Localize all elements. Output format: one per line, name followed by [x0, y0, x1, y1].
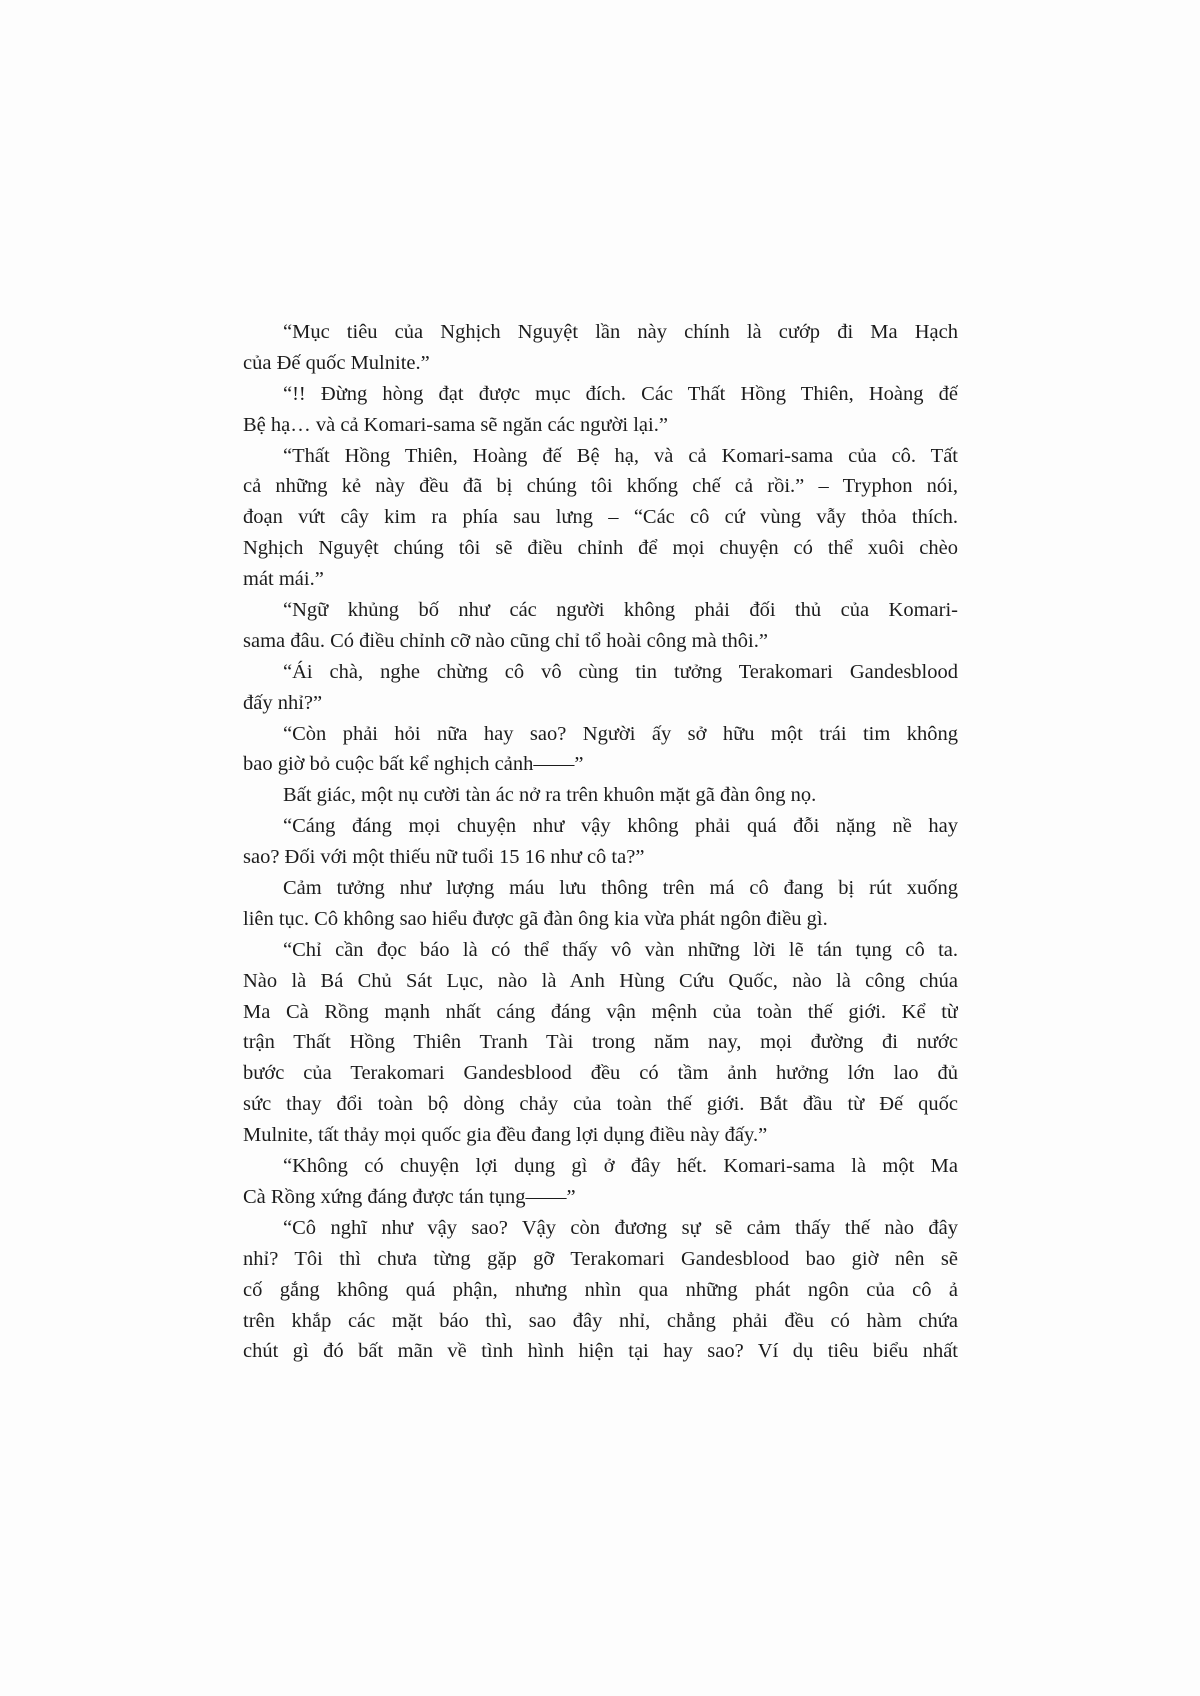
- text-line: Mulnite, tất thảy mọi quốc gia đều đang lợi dụng điều này đấy.”: [243, 1124, 768, 1147]
- text-line: Cà Rồng xứng đáng được tán tụng——”: [243, 1185, 576, 1208]
- text-line: sama đâu. Có điều chỉnh cỡ nào cũng chỉ tổ hoài công mà thôi.”: [243, 629, 768, 652]
- text-line: “Cô nghĩ như vậy sao? Vậy còn đương sự sẽ cảm thấy thế nào đây: [283, 1216, 958, 1239]
- text-line: Nào là Bá Chủ Sát Lục, nào là Anh Hùng Cứu Quốc, nào là công chúa: [243, 969, 958, 992]
- text-line: đoạn vứt cây kim ra phía sau lưng – “Các cô cứ vùng vẫy thỏa thích.: [243, 506, 958, 529]
- text-line: Bất giác, một nụ cười tàn ác nở ra trên khuôn mặt gã đàn ông nọ.: [283, 784, 817, 807]
- text-line: cả những kẻ này đều đã bị chúng tôi khống chế cả rồi.” – Tryphon nói,: [243, 475, 958, 498]
- text-line: sao? Đối với một thiếu nữ tuổi 15 16 như cô ta?”: [243, 846, 645, 869]
- text-line: của Đế quốc Mulnite.”: [243, 351, 430, 374]
- text-line: “!! Đừng hòng đạt được mục đích. Các Thất Hồng Thiên, Hoàng đế: [283, 382, 958, 405]
- text-line: liên tục. Cô không sao hiểu được gã đàn ông kia vừa phát ngôn điều gì.: [243, 907, 828, 930]
- text-line: “Còn phải hỏi nữa hay sao? Người ấy sở hữu một trái tim không: [283, 722, 958, 745]
- text-line: Cảm tưởng như lượng máu lưu thông trên má cô đang bị rút xuống: [283, 877, 958, 900]
- text-line: nhỉ? Tôi thì chưa từng gặp gỡ Terakomari Gandesblood bao giờ nên sẽ: [243, 1247, 958, 1270]
- text-line: “Thất Hồng Thiên, Hoàng đế Bệ hạ, và cả Komari-sama của cô. Tất: [283, 444, 958, 467]
- text-line: cố gắng không quá phận, nhưng nhìn qua những phát ngôn của cô ả: [243, 1278, 958, 1301]
- text-line: “Ái chà, nghe chừng cô vô cùng tin tưởng Terakomari Gandesblood: [283, 660, 958, 683]
- body-text: [243, 317, 958, 1367]
- text-line: “Cáng đáng mọi chuyện như vậy không phải quá đỗi nặng nề hay: [283, 815, 958, 838]
- text-line: trận Thất Hồng Thiên Tranh Tài trong năm nay, mọi đường đi nước: [243, 1031, 958, 1054]
- text-line: “Chỉ cần đọc báo là có thể thấy vô vàn những lời lẽ tán tụng cô ta.: [283, 938, 958, 961]
- text-line: “Ngữ khủng bố như các người không phải đối thủ của Komari-: [283, 599, 958, 622]
- text-line: Ma Cà Rồng mạnh nhất cáng đáng vận mệnh của toàn thế giới. Kể từ: [243, 1000, 958, 1023]
- text-line: Nghịch Nguyệt chúng tôi sẽ điều chỉnh để mọi chuyện có thể xuôi chèo: [243, 537, 958, 560]
- text-line: mát mái.”: [243, 568, 324, 591]
- text-line: bước của Terakomari Gandesblood đều có tầm ảnh hưởng lớn lao đủ: [243, 1062, 958, 1085]
- text-line: sức thay đổi toàn bộ dòng chảy của toàn thế giới. Bắt đầu từ Đế quốc: [243, 1093, 958, 1116]
- text-line: “Không có chuyện lợi dụng gì ở đây hết. Komari-sama là một Ma: [283, 1155, 958, 1178]
- text-line: trên khắp các mặt báo thì, sao đây nhỉ, chẳng phải đều có hàm chứa: [243, 1309, 958, 1332]
- text-line: bao giờ bỏ cuộc bất kể nghịch cảnh——”: [243, 753, 584, 776]
- text-line: chút gì đó bất mãn về tình hình hiện tại hay sao? Ví dụ tiêu biểu nhất: [243, 1340, 958, 1363]
- text-line: “Mục tiêu của Nghịch Nguyệt lần này chính là cướp đi Ma Hạch: [283, 321, 958, 343]
- text-line: đấy nhỉ?”: [243, 691, 323, 714]
- text-line: Bệ hạ… và cả Komari-sama sẽ ngăn các người lại.”: [243, 413, 668, 436]
